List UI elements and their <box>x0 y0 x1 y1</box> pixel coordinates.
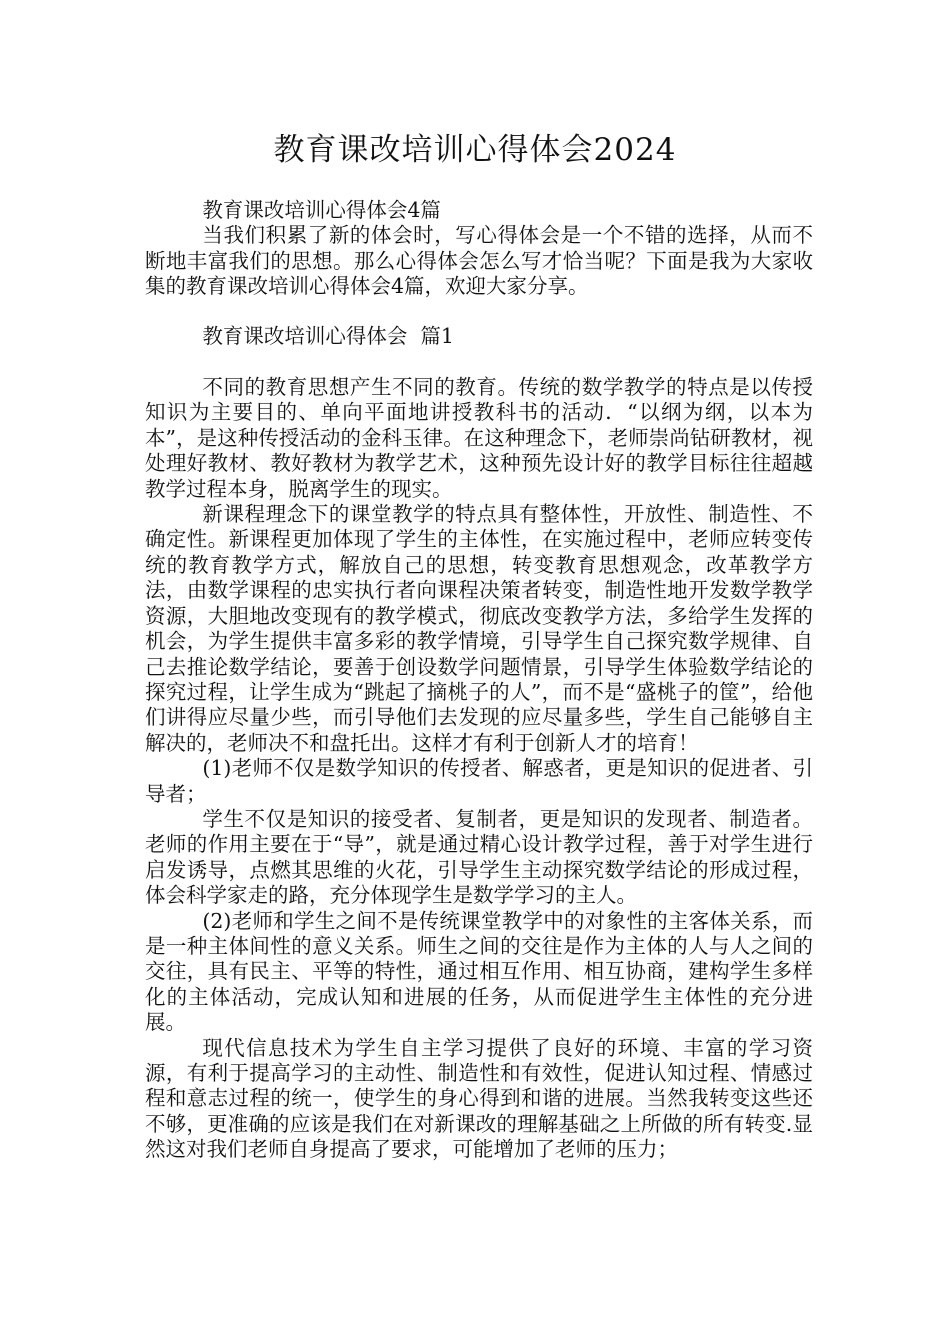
section-heading: 教育课改培训心得体会 篇1 <box>202 323 454 348</box>
body-paragraph: 新课程理念下的课堂教学的特点具有整体性，开放性、制造性、不确定性。新课程更加体现了学生的主体性，在实施过程中，老师应转变传统的教育教学方式，解放自己的思想，转变教育思想观念，改革教学方法，由数学课程的忠实执行者向课程决策者转变，制造性地开发数学教学资源，大胆地改变现有的教学模式，彻底改变教学方法，多给学生发挥的机会，为学生提供丰富多彩的教学情境，引导学生自己探究数学规律、自己去推论数学结论，要善于创设数学问题情景，引导学生体验数学结论的探究过程，让学生成为“跳起了摘桃子的人”，而不是“盛桃子的筐”，给他们讲得应尽量少些，而引导他们去发现的应尽量多些，学生自己能够自主解决的，老师决不和盘托出。这样才有利于创新人才的培育！ <box>145 502 813 755</box>
spacer <box>145 300 813 324</box>
document-title: 教育课改培训心得体会2024 <box>273 132 677 168</box>
intro-paragraph: 当我们积累了新的体会时，写心得体会是一个不错的选择，从而不断地丰富我们的思想。那么心得体会怎么写才恰当呢？下面是我为大家收集的教育课改培训心得体会4篇，欢迎大家分享。 <box>145 223 813 299</box>
body-paragraph: (2)老师和学生之间不是传统课堂教学中的对象性的主客体关系，而是一种主体间性的意义关系。师生之间的交往是作为主体的人与人之间的交往，具有民主、平等的特性，通过相互作用、相互协商，建构学生多样化的主体活动，完成认知和进展的任务，从而促进学生主体性的充分进展。 <box>145 908 813 1035</box>
spacer <box>145 349 813 375</box>
body-paragraph: 现代信息技术为学生自主学习提供了良好的环境、丰富的学习资源，有利于提高学习的主动性、制造性和有效性，促进认知过程、情感过程和意志过程的统一，使学生的身心得到和谐的进展。当然我转变这些还不够，更准确的应该是我们在对新课改的理解基础之上所做的所有转变.显然这对我们老师自身提高了要求，可能增加了老师的压力； <box>145 1035 813 1162</box>
body-paragraph: (1)老师不仅是数学知识的传授者、解惑者，更是知识的促进者、引导者； <box>145 756 813 806</box>
intro-subtitle: 教育课改培训心得体会4篇 <box>202 198 441 222</box>
document-body <box>145 198 813 1163</box>
body-paragraph: 学生不仅是知识的接受者、复制者，更是知识的发现者、制造者。老师的作用主要在于“导”，就是通过精心设计教学过程，善于对学生进行启发诱导，点燃其思维的火花，引导学生主动探究数学结论的形成过程，体会科学家走的路，充分体现学生是数学学习的主人。 <box>145 806 813 908</box>
body-paragraph: 不同的教育思想产生不同的教育。传统的数学教学的特点是以传授知识为主要目的、单向平面地讲授教科书的活动．“以纲为纲，以本为本”，是这种传授活动的金科玉律。在这种理念下，老师崇尚钻研教材，视处理好教材、教好教材为教学艺术，这种预先设计好的教学目标往往超越教学过程本身，脱离学生的现实。 <box>145 375 813 501</box>
